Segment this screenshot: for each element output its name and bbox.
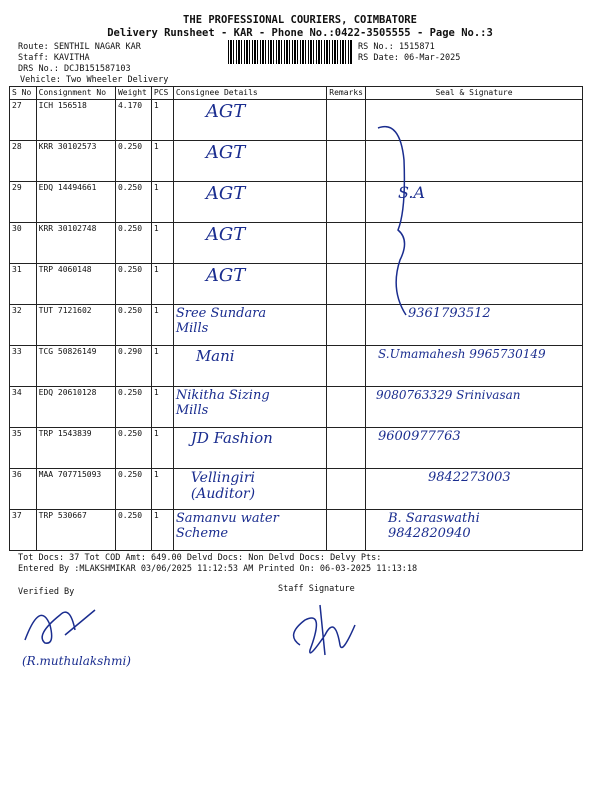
cell-consignment: KRR 30102748	[36, 223, 115, 264]
verifier-name: (R.muthulakshmi)	[22, 654, 131, 668]
cell-pcs: 1	[151, 387, 173, 428]
cell-sno: 29	[10, 182, 37, 223]
staff-signature-label: Staff Signature	[278, 584, 355, 594]
cell-remarks	[327, 141, 366, 182]
cell-remarks	[327, 387, 366, 428]
bracket-stroke-icon	[370, 120, 430, 320]
cell-remarks	[327, 305, 366, 346]
cell-consignee	[173, 141, 326, 182]
cell-remarks	[327, 100, 366, 141]
consignee-handwriting: AGT	[205, 265, 246, 286]
cell-pcs: 1	[151, 182, 173, 223]
cell-consignee	[173, 510, 326, 551]
cell-sno: 27	[10, 100, 37, 141]
cell-sno: 30	[10, 223, 37, 264]
cell-remarks	[327, 469, 366, 510]
cell-pcs: 1	[151, 223, 173, 264]
cell-remarks	[327, 510, 366, 551]
cell-signature	[365, 346, 582, 387]
drs-number: DRS No.: DCJB151587103	[18, 64, 131, 74]
cell-sno: 28	[10, 141, 37, 182]
cell-pcs: 1	[151, 305, 173, 346]
cell-pcs: 1	[151, 100, 173, 141]
col-remarks: Remarks	[327, 87, 366, 100]
cell-consignee	[173, 182, 326, 223]
table-row	[10, 141, 583, 182]
table-row	[10, 305, 583, 346]
signature-handwriting: 9600977763	[377, 429, 461, 444]
staff-signature-icon	[280, 595, 370, 665]
table-row	[10, 346, 583, 387]
cell-consignee	[173, 469, 326, 510]
totals-line: Tot Docs: 37 Tot COD Amt: 649.00 Delvd Docs: Non Delvd Docs: Delvy Pts:	[18, 553, 382, 563]
cell-remarks	[327, 264, 366, 305]
table-row	[10, 100, 583, 141]
consignee-handwriting: AGT	[205, 224, 246, 245]
consignee-handwriting: AGT	[205, 142, 246, 163]
cell-consignment: TRP 4060148	[36, 264, 115, 305]
cell-remarks	[327, 182, 366, 223]
route-text: Route: SENTHIL NAGAR KAR	[18, 42, 141, 52]
cell-weight: 4.170	[115, 100, 151, 141]
col-pcs: PCS	[151, 87, 173, 100]
consignee-handwriting: Sree Sundara Mills	[175, 306, 267, 336]
verifier-signature-icon	[15, 595, 105, 655]
signature-handwriting: B. Saraswathi 9842820940	[387, 511, 480, 541]
cell-consignee	[173, 346, 326, 387]
cell-consignee	[173, 428, 326, 469]
cell-consignment: EDQ 14494661	[36, 182, 115, 223]
runsheet-table	[9, 86, 583, 551]
table-row	[10, 223, 583, 264]
cell-weight: 0.250	[115, 387, 151, 428]
col-weight: Weight	[115, 87, 151, 100]
cell-signature	[365, 469, 582, 510]
table-row	[10, 469, 583, 510]
cell-sno: 35	[10, 428, 37, 469]
consignee-handwriting: Mani	[195, 347, 235, 365]
consignee-handwriting: Vellingiri (Auditor)	[190, 470, 256, 502]
table-header-row	[10, 87, 583, 100]
col-sno: S No	[10, 87, 37, 100]
cell-consignment: TRP 530667	[36, 510, 115, 551]
col-signature: Seal & Signature	[365, 87, 582, 100]
cell-remarks	[327, 428, 366, 469]
cell-remarks	[327, 223, 366, 264]
table-row	[10, 510, 583, 551]
signature-handwriting: 9842273003	[427, 470, 511, 485]
table-row	[10, 428, 583, 469]
cell-consignment: EDQ 20610128	[36, 387, 115, 428]
signature-handwriting: 9361793512	[407, 306, 491, 321]
staff-text: Staff: KAVITHA	[18, 53, 90, 63]
consignee-handwriting: JD Fashion	[190, 429, 273, 447]
cell-pcs: 1	[151, 141, 173, 182]
cell-consignee	[173, 264, 326, 305]
cell-weight: 0.250	[115, 469, 151, 510]
cell-weight: 0.250	[115, 510, 151, 551]
cell-weight: 0.250	[115, 264, 151, 305]
cell-pcs: 1	[151, 510, 173, 551]
cell-consignee	[173, 100, 326, 141]
table-row	[10, 387, 583, 428]
barcode-image	[228, 40, 353, 64]
vehicle-text: Vehicle: Two Wheeler Delivery	[20, 75, 169, 85]
cell-consignment: MAA 707715093	[36, 469, 115, 510]
rs-number: RS No.: 1515871	[358, 42, 435, 52]
cell-pcs: 1	[151, 264, 173, 305]
cell-sno: 34	[10, 387, 37, 428]
cell-weight: 0.250	[115, 141, 151, 182]
col-consignment: Consignment No	[36, 87, 115, 100]
cell-consignment: TRP 1543839	[36, 428, 115, 469]
cell-sno: 31	[10, 264, 37, 305]
cell-pcs: 1	[151, 469, 173, 510]
cell-remarks	[327, 346, 366, 387]
cell-pcs: 1	[151, 346, 173, 387]
cell-weight: 0.250	[115, 182, 151, 223]
cell-pcs: 1	[151, 428, 173, 469]
cell-weight: 0.250	[115, 428, 151, 469]
rs-date: RS Date: 06-Mar-2025	[358, 53, 461, 63]
cell-sno: 32	[10, 305, 37, 346]
cell-weight: 0.250	[115, 223, 151, 264]
cell-weight: 0.250	[115, 305, 151, 346]
cell-signature	[365, 510, 582, 551]
cell-consignment: TUT 7121602	[36, 305, 115, 346]
cell-consignee	[173, 305, 326, 346]
cell-sno: 33	[10, 346, 37, 387]
consignee-handwriting: Nikitha Sizing Mills	[175, 388, 270, 418]
signature-handwriting: 9080763329 Srinivasan	[375, 388, 521, 402]
signature-handwriting: S.A	[397, 183, 426, 202]
table-row	[10, 264, 583, 305]
consignee-handwriting: AGT	[205, 183, 246, 204]
cell-sno: 37	[10, 510, 37, 551]
verified-by-label: Verified By	[18, 587, 75, 597]
cell-signature	[365, 428, 582, 469]
cell-consignment: ICH 156518	[36, 100, 115, 141]
runsheet-subtitle: Delivery Runsheet - KAR - Phone No.:0422-3505555 - Page No.:3	[107, 27, 493, 39]
col-consignee: Consignee Details	[173, 87, 326, 100]
cell-consignment: KRR 30102573	[36, 141, 115, 182]
consignee-handwriting: AGT	[205, 101, 246, 122]
entered-by-line: Entered By :MLAKSHMIKAR 03/06/2025 11:12:53 AM Printed On: 06-03-2025 11:13:18	[18, 564, 418, 574]
cell-consignee	[173, 387, 326, 428]
company-title: THE PROFESSIONAL COURIERS, COIMBATORE	[183, 14, 417, 26]
cell-signature	[365, 387, 582, 428]
cell-consignee	[173, 223, 326, 264]
cell-weight: 0.290	[115, 346, 151, 387]
signature-handwriting: S.Umamahesh 9965730149	[377, 347, 546, 361]
table-row	[10, 182, 583, 223]
cell-consignment: TCG 50826149	[36, 346, 115, 387]
cell-sno: 36	[10, 469, 37, 510]
consignee-handwriting: Samanvu water Scheme	[175, 511, 279, 541]
